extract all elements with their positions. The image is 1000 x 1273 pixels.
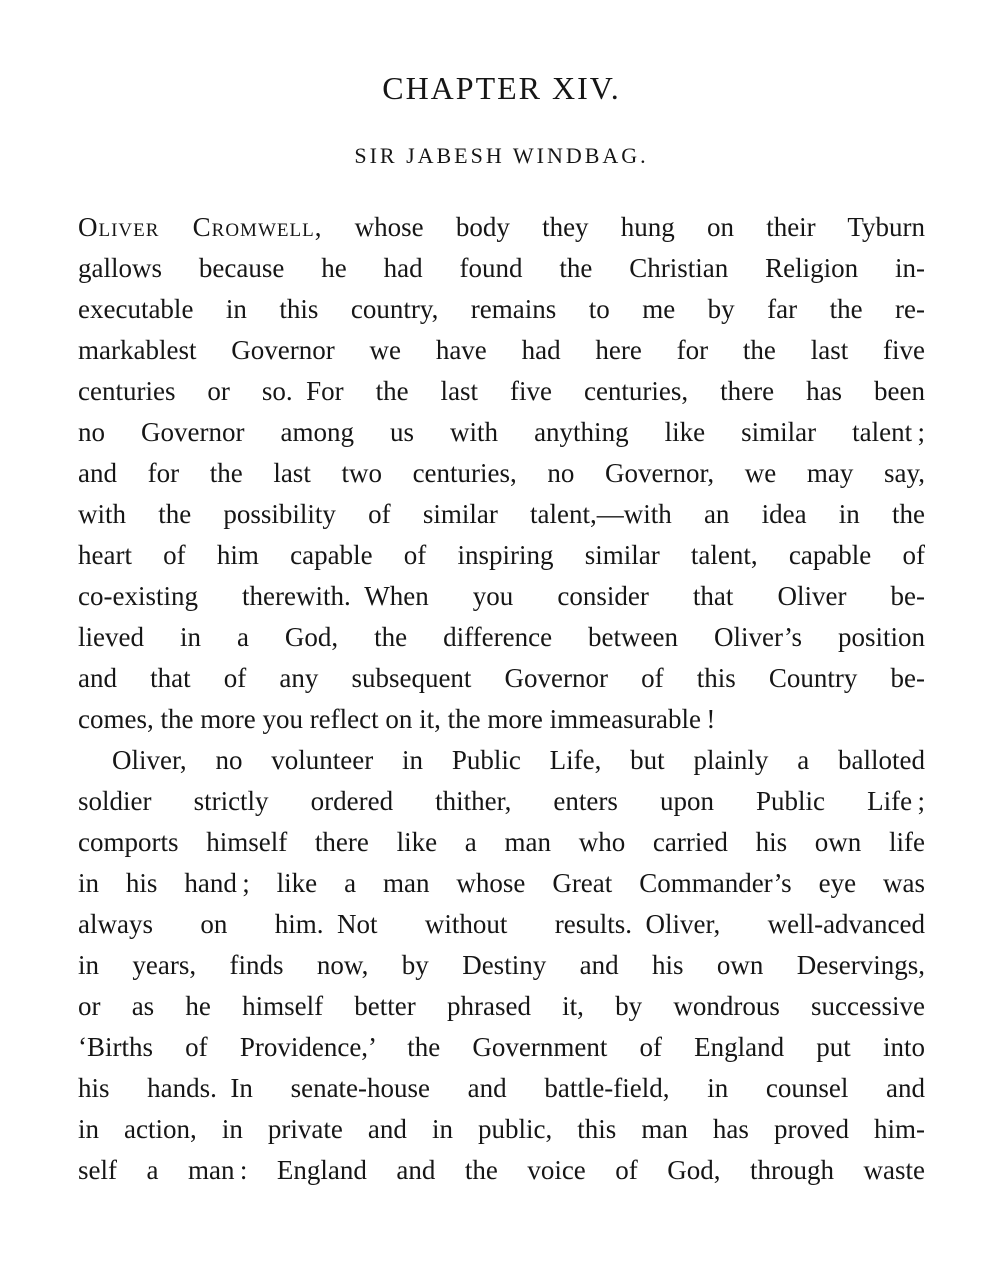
lead-smallcaps: Oliver Cromwell,: [78, 212, 323, 242]
text-line: and that of any subsequent Governor of this Country be-: [78, 663, 925, 693]
text-line: centuries or so. For the last five centuries, there has been: [78, 376, 925, 406]
text-line: comes, the more you reflect on it, the more immeasurable !: [78, 704, 716, 734]
chapter-heading: CHAPTER XIV.: [382, 70, 621, 106]
text-line: comports himself there like a man who carried his own life: [78, 827, 925, 857]
text-line: always on him. Not without results. Oliver, well-advanced: [78, 909, 925, 939]
text-line: heart of him capable of inspiring similar talent, capable of: [78, 540, 925, 570]
section-heading: SIR JABESH WINDBAG.: [354, 143, 649, 168]
text-line: in his hand ; like a man whose Great Commander’s eye was: [78, 868, 925, 898]
text-line-rest: whose body they hung on their Tyburn: [322, 212, 925, 242]
text-line: markablest Governor we have had here for the last five: [78, 335, 925, 365]
text-line: with the possibility of similar talent,—with an idea in the: [78, 499, 925, 529]
text-line: executable in this country, remains to me by far the re-: [78, 294, 925, 324]
text-line: and for the last two centuries, no Governor, we may say,: [78, 458, 925, 488]
text-line: Oliver, no volunteer in Public Life, but plainly a balloted: [112, 745, 925, 775]
text-line: gallows because he had found the Christian Religion in-: [78, 253, 925, 283]
text-line: soldier strictly ordered thither, enters upon Public Life ;: [78, 786, 925, 816]
text-line: no Governor among us with anything like similar talent ;: [78, 417, 925, 447]
text-line: self a man : England and the voice of God, through waste: [78, 1155, 925, 1185]
text-line: [78, 207, 925, 248]
text-line: his hands. In senate-house and battle-field, in counsel and: [78, 1073, 925, 1103]
body-text: [78, 207, 925, 1191]
text-line: in years, finds now, by Destiny and his own Deservings,: [78, 950, 925, 980]
text-line: or as he himself better phrased it, by wondrous successive: [78, 991, 925, 1021]
text-line: ‘Births of Providence,’ the Government of England put into: [78, 1032, 925, 1062]
text-line: in action, in private and in public, this man has proved him-: [78, 1114, 925, 1144]
text-line: lieved in a God, the difference between Oliver’s position: [78, 622, 925, 652]
text-line: co-existing therewith. When you consider that Oliver be-: [78, 581, 925, 611]
